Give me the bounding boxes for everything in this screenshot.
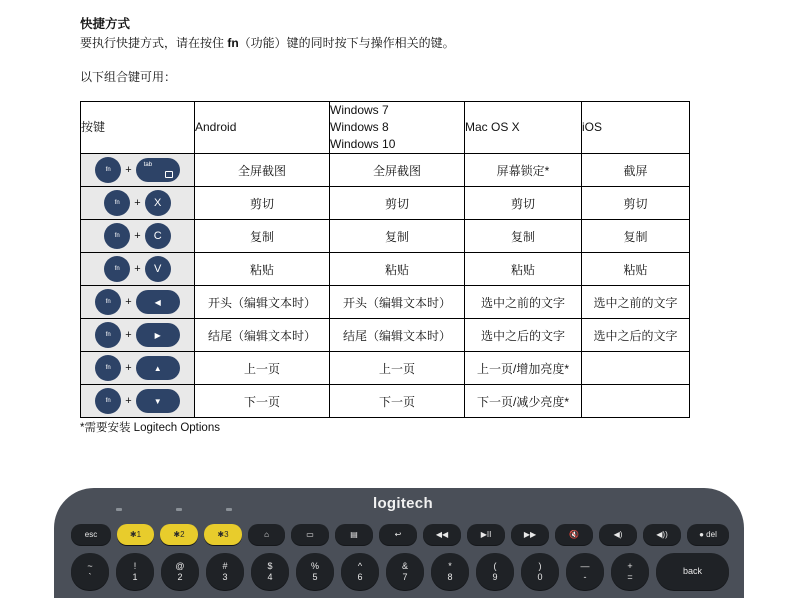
header-windows-7: Windows 7	[330, 103, 389, 117]
key-label: 7	[402, 571, 408, 582]
c-key-icon: C	[145, 223, 171, 249]
header-ios: iOS	[582, 102, 690, 154]
key-shift-label: $	[267, 560, 273, 571]
header-windows	[330, 102, 465, 154]
cell-ios: 选中之后的文字	[582, 319, 690, 352]
cell-android: 下一页	[195, 385, 330, 418]
cell-windows: 上一页	[330, 352, 465, 385]
key-combo-cell	[81, 253, 195, 286]
cell-android: 粘贴	[195, 253, 330, 286]
section-heading: 快捷方式	[80, 17, 131, 31]
cell-ios: 粘贴	[582, 253, 690, 286]
cell-mac: 上一页/增加亮度*	[465, 352, 582, 385]
delete-key: ● del	[687, 524, 729, 545]
key-combo-cell	[81, 319, 195, 352]
key-combo-cell	[81, 352, 195, 385]
backspace-key: back	[656, 553, 729, 590]
table-row	[81, 352, 690, 385]
channel-2-key: ✱2	[160, 524, 198, 545]
volume-up-key: ◀))	[643, 524, 681, 545]
cell-ios	[582, 385, 690, 418]
table-row	[81, 220, 690, 253]
key-shift-label: (	[493, 560, 497, 571]
key-label: 4	[267, 571, 273, 582]
channel-1-key: ✱1	[117, 524, 154, 545]
plus-sign: +	[125, 296, 132, 308]
right-arrow-key-icon: ▶	[136, 323, 180, 347]
menu-key: ▤	[335, 524, 373, 545]
cell-mac: 下一页/减少亮度*	[465, 385, 582, 418]
key-label: 2	[177, 571, 183, 582]
equals-key	[611, 553, 649, 590]
cell-android: 开头（编辑文本时）	[195, 286, 330, 319]
app-switch-key: ▭	[291, 524, 329, 545]
cell-ios	[582, 352, 690, 385]
header-windows-10: Windows 10	[330, 137, 396, 151]
fn-key-icon: fn	[104, 256, 130, 282]
plus-sign: +	[125, 362, 132, 374]
cell-mac: 剪切	[465, 187, 582, 220]
minus-key	[566, 553, 604, 590]
key-label: 8	[447, 571, 453, 582]
plus-sign: +	[125, 164, 132, 176]
cell-mac: 屏幕锁定*	[465, 154, 582, 187]
fn-key-icon: fn	[104, 190, 130, 216]
header-keys: 按键	[81, 102, 195, 154]
key-shift-label: ^	[357, 560, 363, 571]
key-combo-cell	[81, 187, 195, 220]
plus-sign: +	[134, 263, 141, 275]
status-led-icon	[226, 508, 232, 511]
esc-key: esc	[71, 524, 111, 545]
number-4-key	[251, 553, 289, 590]
down-arrow-key-icon: ▼	[136, 389, 180, 413]
fn-key-icon: fn	[95, 322, 121, 348]
table-header-row	[81, 102, 690, 154]
number-1-key	[116, 553, 154, 590]
key-label: =	[627, 571, 633, 582]
key-shift-label: &	[401, 560, 408, 571]
key-shift-label: @	[175, 560, 185, 571]
fn-key-icon: fn	[95, 355, 121, 381]
intro-after: （功能）键的同时按下与操作相关的键。	[238, 36, 455, 50]
table-row	[81, 385, 690, 418]
table-row	[81, 319, 690, 352]
table-row	[81, 286, 690, 319]
plus-sign: +	[125, 395, 132, 407]
key-label: 0	[537, 571, 543, 582]
number-2-key	[161, 553, 199, 590]
header-android: Android	[195, 102, 330, 154]
key-label: -	[583, 571, 587, 582]
key-label: 1	[132, 571, 138, 582]
plus-sign: +	[134, 230, 141, 242]
logitech-logo: logitech	[373, 495, 433, 512]
plus-sign: +	[125, 329, 132, 341]
number-6-key	[341, 553, 379, 590]
up-arrow-key-icon: ▲	[136, 356, 180, 380]
cell-windows: 结尾（编辑文本时）	[330, 319, 465, 352]
v-key-icon: V	[145, 256, 171, 282]
home-key: ⌂	[248, 524, 285, 545]
cell-windows: 复制	[330, 220, 465, 253]
cell-ios: 复制	[582, 220, 690, 253]
cell-windows: 粘贴	[330, 253, 465, 286]
tab-key-icon	[136, 158, 180, 182]
key-label: 6	[357, 571, 363, 582]
tab-key-label: tab	[143, 162, 153, 168]
cell-android: 上一页	[195, 352, 330, 385]
cell-mac: 粘贴	[465, 253, 582, 286]
mute-key: 🔇	[555, 524, 593, 545]
number-9-key	[476, 553, 514, 590]
cell-android: 结尾（编辑文本时）	[195, 319, 330, 352]
shortcut-table	[80, 101, 690, 418]
fn-key-icon: fn	[95, 388, 121, 414]
key-shift-label: *	[448, 560, 452, 571]
x-key-icon: X	[145, 190, 171, 216]
key-combo-cell	[81, 385, 195, 418]
header-windows-8: Windows 8	[330, 120, 389, 134]
key-shift-label: —	[580, 560, 590, 571]
number-5-key	[296, 553, 334, 590]
number-8-key	[431, 553, 469, 590]
intro-text	[80, 34, 455, 51]
plus-sign: +	[134, 197, 141, 209]
available-combos-label: 以下组合键可用：	[80, 70, 177, 84]
key-label: `	[88, 571, 92, 582]
table-row	[81, 253, 690, 286]
volume-down-key: ◀)	[599, 524, 637, 545]
key-shift-label: %	[310, 560, 319, 571]
key-label: 9	[492, 571, 498, 582]
tilde-key	[71, 553, 109, 590]
footnote: *需要安装 Logitech Options	[80, 422, 220, 434]
screen-icon	[165, 171, 173, 178]
cell-ios: 选中之前的文字	[582, 286, 690, 319]
cell-android: 剪切	[195, 187, 330, 220]
key-combo-cell	[81, 220, 195, 253]
cell-android: 全屏截图	[195, 154, 330, 187]
key-shift-label: +	[627, 560, 633, 571]
cell-windows: 下一页	[330, 385, 465, 418]
channel-3-key: ✱3	[204, 524, 242, 545]
left-arrow-key-icon: ◀	[136, 290, 180, 314]
number-3-key	[206, 553, 244, 590]
fn-key-icon: fn	[95, 157, 121, 183]
play-pause-key: ▶II	[467, 524, 505, 545]
number-7-key	[386, 553, 424, 590]
next-track-key: ▶▶	[511, 524, 549, 545]
key-shift-label: ~	[87, 560, 93, 571]
cell-ios: 剪切	[582, 187, 690, 220]
key-combo-cell	[81, 154, 195, 187]
table-row	[81, 187, 690, 220]
key-label: 3	[222, 571, 228, 582]
table-row	[81, 154, 690, 187]
key-shift-label: )	[538, 560, 542, 571]
cell-windows: 开头（编辑文本时）	[330, 286, 465, 319]
fn-key-icon: fn	[104, 223, 130, 249]
intro-before: 要执行快捷方式，请在按住	[80, 36, 228, 50]
back-key: ↩	[379, 524, 417, 545]
intro-fn: fn	[227, 36, 239, 50]
key-shift-label: !	[133, 560, 137, 571]
cell-windows: 剪切	[330, 187, 465, 220]
number-0-key	[521, 553, 559, 590]
header-mac: Mac OS X	[465, 102, 582, 154]
previous-track-key: ◀◀	[423, 524, 461, 545]
key-combo-cell	[81, 286, 195, 319]
key-shift-label: #	[222, 560, 228, 571]
cell-ios: 截屏	[582, 154, 690, 187]
status-led-icon	[116, 508, 122, 511]
fn-key-icon: fn	[95, 289, 121, 315]
status-led-icon	[176, 508, 182, 511]
cell-mac: 复制	[465, 220, 582, 253]
key-label: 5	[312, 571, 318, 582]
cell-mac: 选中之前的文字	[465, 286, 582, 319]
cell-mac: 选中之后的文字	[465, 319, 582, 352]
cell-windows: 全屏截图	[330, 154, 465, 187]
cell-android: 复制	[195, 220, 330, 253]
